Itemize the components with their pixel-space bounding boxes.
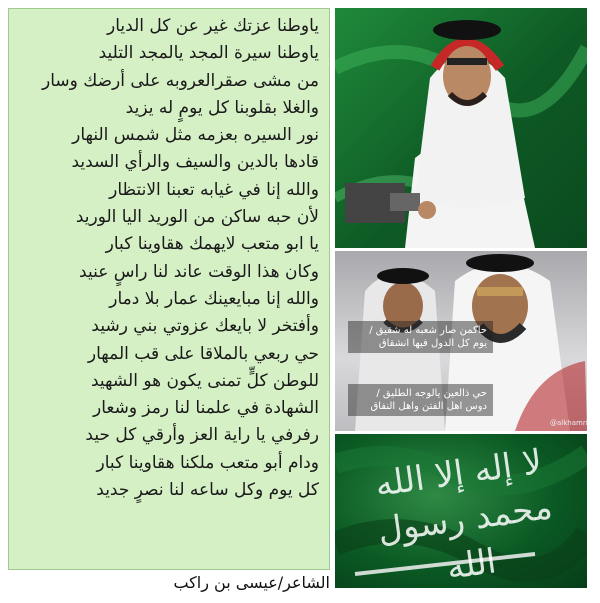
watermark-handle: @alkhamri <box>550 419 588 427</box>
poem-line: ياوطنا سيرة المجد يالمجد التليد <box>98 43 319 64</box>
flag-shahada: لا إله إلا الله محمد رسول الله <box>372 441 555 588</box>
poem-line: وكان هذا الوقت عاند لنا راسٍ عنيد <box>79 261 319 282</box>
poem-line: من مشى صقرالعروبه على أرضك وسار <box>42 70 319 91</box>
poem-line: نور السيره بعزمه مثل شمس النهار <box>72 125 319 146</box>
poem-line: كل يوم وكل ساعه لنا نصرٍ جديد <box>96 480 319 501</box>
poem-line: ياوطنا عزتك غير عن كل الديار <box>107 16 319 36</box>
poem-panel <box>8 8 330 570</box>
poem-line: رفرفي يا راية العز وأرقي كل حيد <box>85 425 319 446</box>
poet-photo-illustration <box>335 8 587 248</box>
poem-line: والله إنا في غيابه تعبنا الانتظار <box>109 179 319 200</box>
poem-line: لأن حبه ساكن من الوريد اليا الوريد <box>75 207 319 228</box>
poem-line: للوطن كلٍّ تمنى يكون هو الشهيد <box>91 370 319 391</box>
poem-line: قادها بالدين والسيف والرأي السديد <box>71 152 319 173</box>
caption-first: حاكمن صار شعبه له شقيق / يوم كل الدول فيها انشقاق <box>348 321 493 353</box>
poem-line: وأفتخر لا بايعك عزوتي بني رشيد <box>91 316 319 337</box>
poem-line: يا ابو متعب لايهمك هقاوينا كبار <box>105 234 319 255</box>
poem-line: حي ربعي بالملاقا على قب المهار <box>87 343 319 364</box>
poem-line: ودام أبو متعب ملكنا هقاوينا كبار <box>96 452 319 473</box>
poem-line: والغلا بقلوبنا كل يومٍ له يزيد <box>125 97 319 118</box>
poet-signature: الشاعر/عيسى بن راكب <box>173 573 330 592</box>
caption-second: حي ذالعين يالوجه الطليق / دوس اهل الفتن واهل النفاق <box>348 384 493 416</box>
poem-lines <box>9 9 329 504</box>
photo-poet <box>335 8 587 248</box>
poem-line: الشهادة في علمنا لنا رمز وشعار <box>92 398 319 419</box>
poem-line: والله إنا مبايعينك عمار بلا دمار <box>109 288 319 309</box>
